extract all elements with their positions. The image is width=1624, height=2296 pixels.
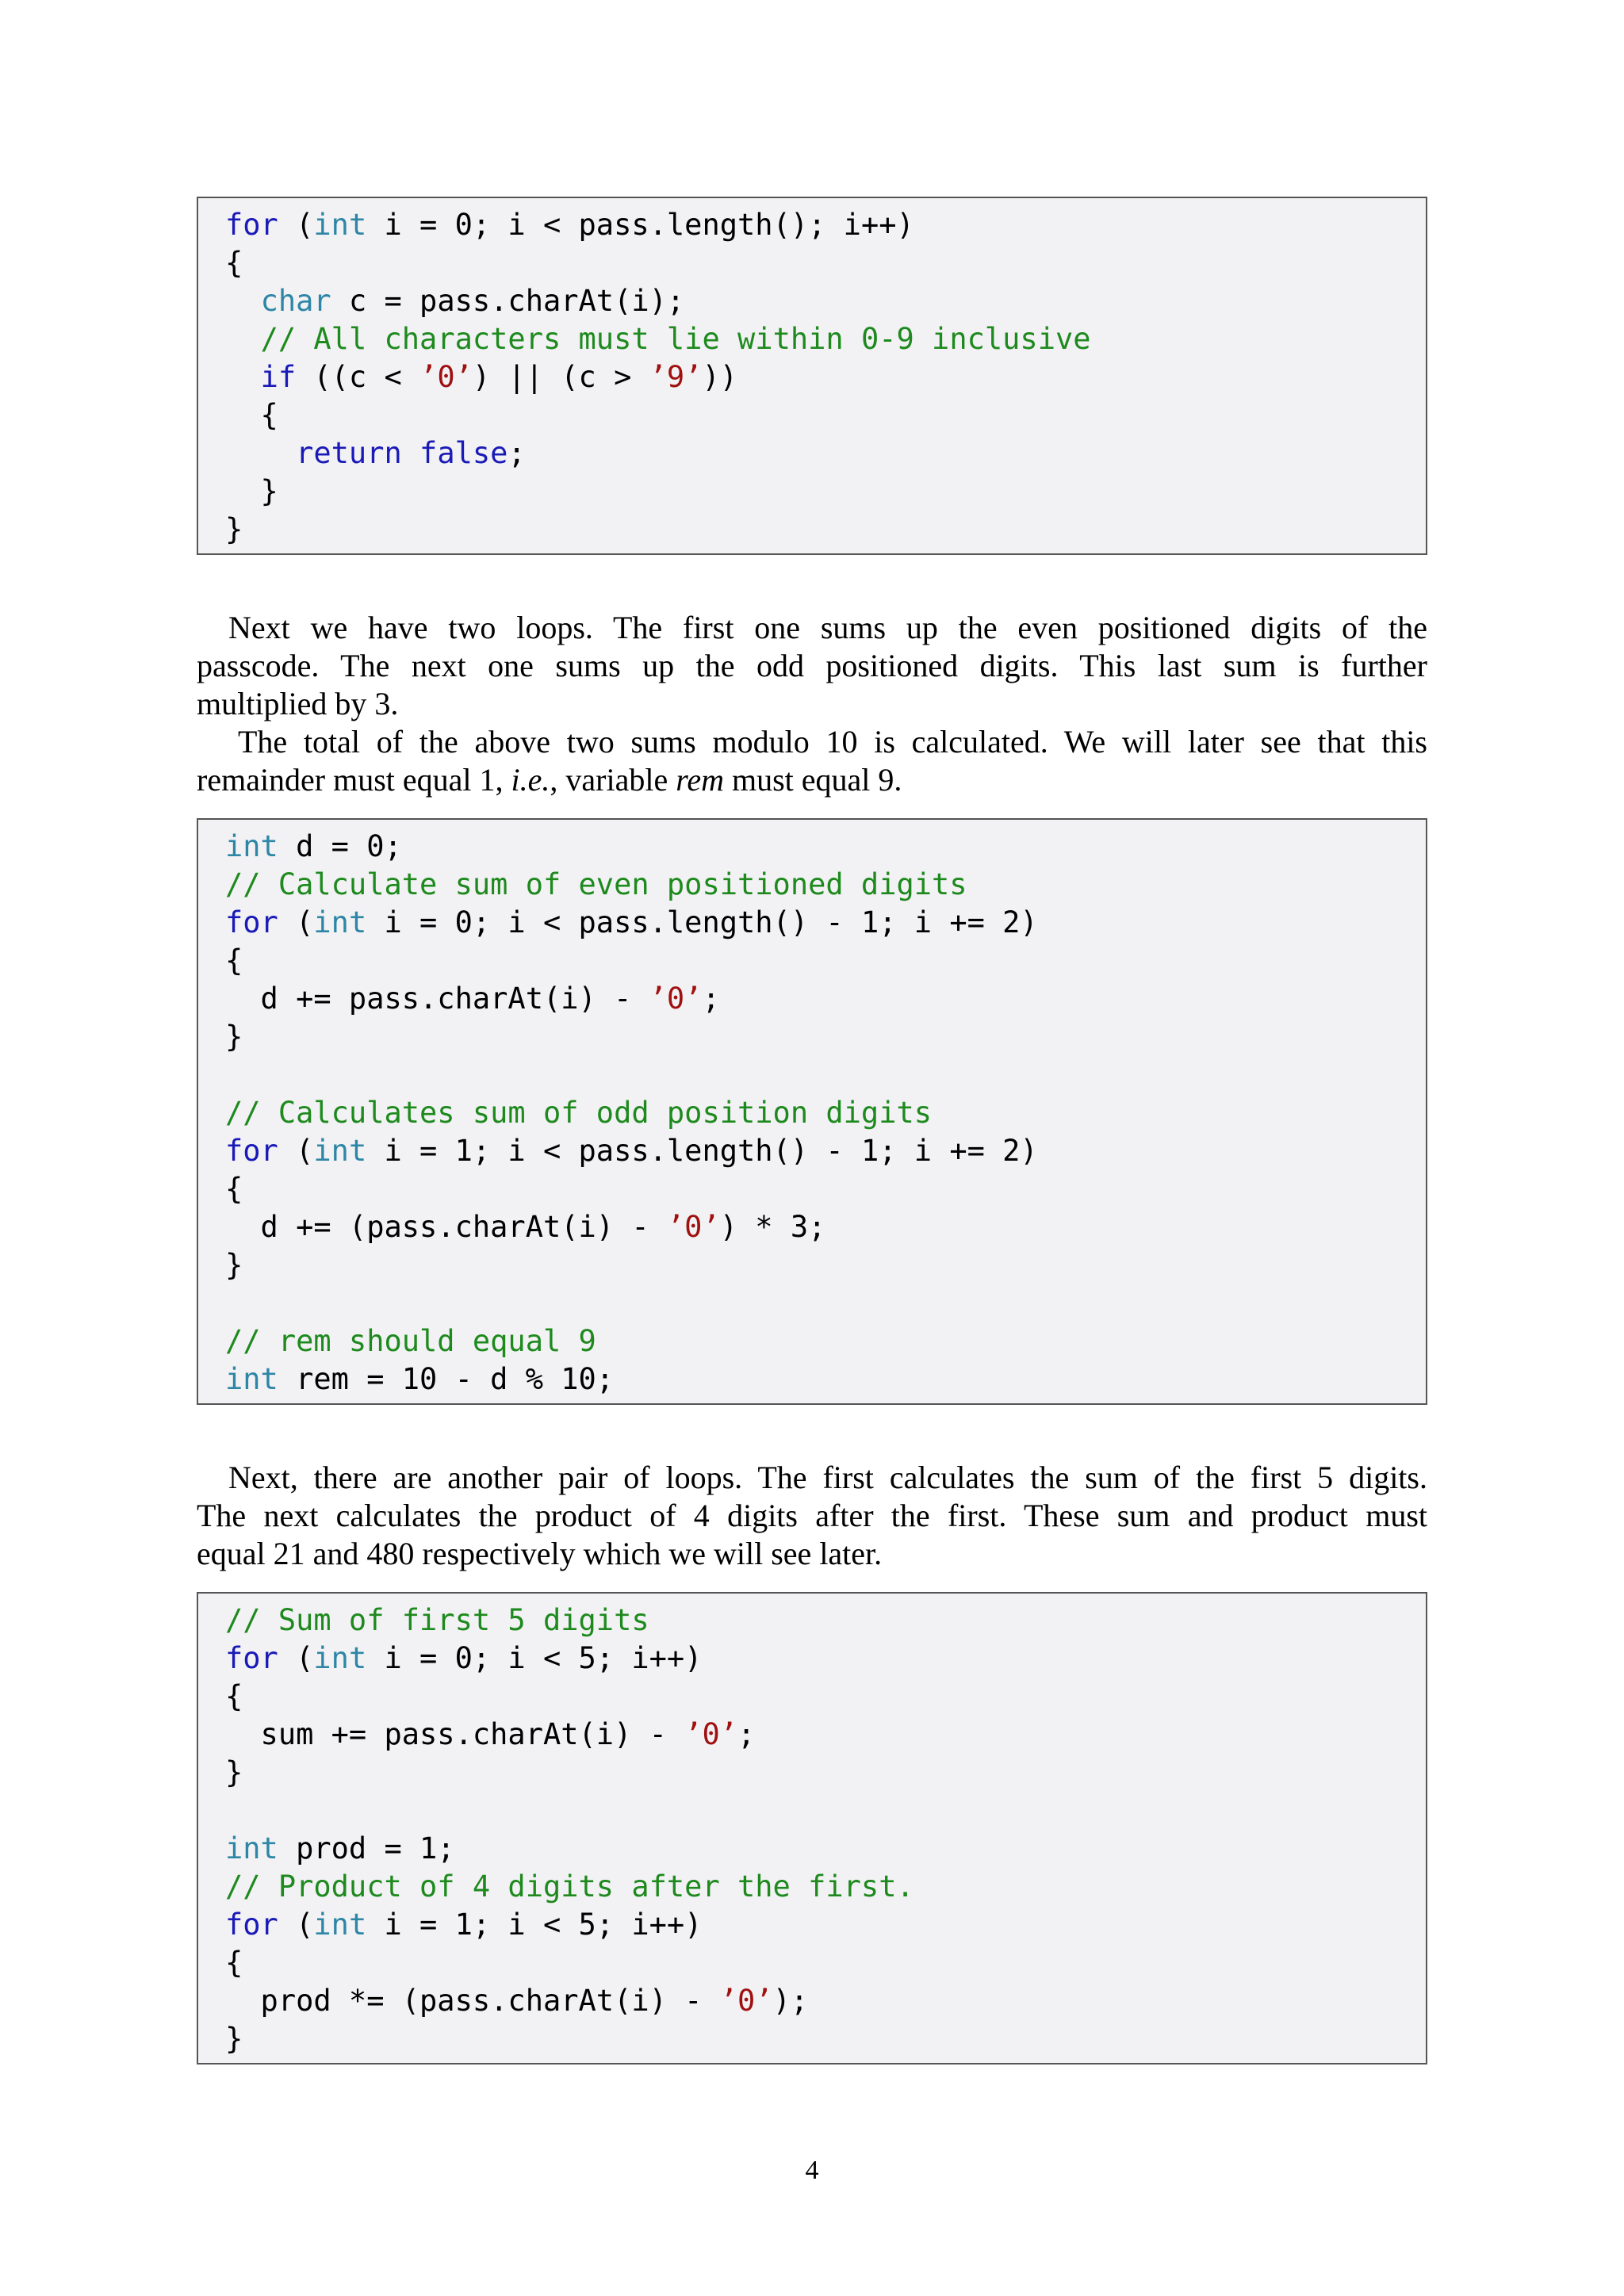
paragraph-pair-of-loops xyxy=(197,1459,1427,1573)
paragraph-line: passcode. The next one sums up the odd positioned digits. This last sum is further xyxy=(197,648,1427,683)
code-token-comment: // Calculates sum of odd position digits xyxy=(225,1096,933,1130)
code-line xyxy=(225,206,1426,244)
code-line xyxy=(225,1601,1426,1640)
code-block-char-validation xyxy=(197,197,1427,555)
code-token-plain: prod = 1; xyxy=(278,1831,455,1866)
code-token-plain: i = 1; i < 5; i++) xyxy=(366,1908,703,1942)
code-token-plain: } xyxy=(225,1755,243,1789)
code-line xyxy=(225,1170,1426,1208)
code-line xyxy=(225,1284,1426,1322)
code-line xyxy=(225,1830,1426,1868)
code-line xyxy=(225,1360,1426,1399)
code-line xyxy=(225,1056,1426,1094)
code-token-plain: d = 0; xyxy=(278,829,402,863)
code-line xyxy=(225,282,1426,320)
code-token-plain: ( xyxy=(278,1908,314,1942)
code-token-plain: { xyxy=(225,1679,243,1713)
code-token-type: int xyxy=(313,208,367,242)
code-token-comment: // Calculate sum of even positioned digits xyxy=(225,867,967,901)
code-line xyxy=(225,473,1426,511)
code-token-comment: // Sum of first 5 digits xyxy=(225,1603,649,1637)
code-line xyxy=(225,1094,1426,1132)
code-token-plain: ((c < xyxy=(296,360,420,394)
code-token-str: ’0’ xyxy=(649,982,703,1016)
code-line xyxy=(225,2020,1426,2058)
code-token-plain xyxy=(225,322,261,356)
code-token-plain: )) xyxy=(702,360,738,394)
code-token-plain: ( xyxy=(278,208,314,242)
code-line xyxy=(225,1132,1426,1170)
code-token-type: int xyxy=(313,905,367,939)
code-line xyxy=(225,942,1426,980)
code-token-plain: { xyxy=(225,398,278,432)
code-line xyxy=(225,1716,1426,1754)
code-token-plain xyxy=(225,436,296,470)
code-token-str: ’0’ xyxy=(719,1984,773,2018)
code-token-plain: } xyxy=(225,512,243,546)
paragraph-line: multiplied by 3. xyxy=(197,686,399,721)
code-line xyxy=(225,1906,1426,1944)
code-line xyxy=(225,511,1426,549)
code-token-plain: ( xyxy=(278,905,314,939)
code-token-plain: sum += pass.charAt(i) - xyxy=(225,1717,685,1751)
code-token-plain: } xyxy=(225,2022,243,2056)
code-token-plain: d += pass.charAt(i) - xyxy=(225,982,649,1016)
code-token-plain: rem = 10 - d % 10; xyxy=(278,1362,615,1396)
text-segment: remainder must equal 1, xyxy=(197,762,511,798)
code-token-plain: ; xyxy=(702,982,720,1016)
code-token-type: int xyxy=(313,1641,367,1675)
code-token-plain xyxy=(402,436,419,470)
paragraph-line: Next we have two loops. The first one sums up the even positioned digits of the xyxy=(228,610,1427,645)
code-token-plain xyxy=(225,284,261,318)
code-token-comment: // Product of 4 digits after the first. xyxy=(225,1869,914,1904)
text-segment: must equal 9. xyxy=(723,762,902,798)
code-line xyxy=(225,904,1426,942)
code-token-plain: } xyxy=(225,1020,243,1054)
code-token-plain: { xyxy=(225,1172,243,1206)
code-line xyxy=(225,828,1426,866)
code-token-plain: { xyxy=(225,246,243,280)
code-token-kw: for xyxy=(225,208,278,242)
code-token-plain: { xyxy=(225,943,243,978)
code-token-type: int xyxy=(225,1362,278,1396)
code-line xyxy=(225,320,1426,358)
code-line xyxy=(225,1754,1426,1792)
page-number: 4 xyxy=(805,2156,819,2185)
code-line xyxy=(225,396,1426,434)
code-token-str: ’9’ xyxy=(649,360,703,394)
code-line xyxy=(225,1246,1426,1284)
code-token-plain: d += (pass.charAt(i) - xyxy=(225,1210,667,1244)
code-token-type: char xyxy=(260,284,331,318)
paragraph-modulo xyxy=(197,723,1427,799)
code-block-digit-sums xyxy=(197,818,1427,1405)
code-token-kw: for xyxy=(225,1641,278,1675)
paragraph-line: equal 21 and 480 respectively which we will see later. xyxy=(197,1536,883,1571)
code-token-kw: for xyxy=(225,905,278,939)
code-token-plain: i = 1; i < pass.length() - 1; i += 2) xyxy=(366,1134,1038,1168)
paragraph-line: The next calculates the product of 4 digits after the first. These sum and product must xyxy=(197,1498,1427,1533)
code-token-kw: return xyxy=(296,436,402,470)
code-line xyxy=(225,1018,1426,1056)
code-token-plain: i = 0; i < pass.length(); i++) xyxy=(366,208,914,242)
code-line xyxy=(225,434,1426,473)
code-token-plain: ); xyxy=(772,1984,809,2018)
code-token-plain xyxy=(225,360,261,394)
code-token-plain: prod *= (pass.charAt(i) - xyxy=(225,1984,720,2018)
paragraph-line xyxy=(197,761,1427,799)
code-token-kw: for xyxy=(225,1134,278,1168)
code-line xyxy=(225,1982,1426,2020)
code-line xyxy=(225,1868,1426,1906)
code-token-plain: c = pass.charAt(i); xyxy=(331,284,685,318)
code-token-kw: for xyxy=(225,1908,278,1942)
code-token-plain: ) || (c > xyxy=(472,360,649,394)
code-line xyxy=(225,1322,1426,1360)
code-token-plain: ; xyxy=(508,436,526,470)
code-token-plain: { xyxy=(225,1946,243,1980)
code-token-plain: ( xyxy=(278,1134,314,1168)
code-token-str: ’0’ xyxy=(666,1210,720,1244)
code-token-type: int xyxy=(225,829,278,863)
code-token-comment: // rem should equal 9 xyxy=(225,1324,596,1358)
code-token-str: ’0’ xyxy=(684,1717,738,1751)
code-token-type: int xyxy=(225,1831,278,1866)
code-block-sum-and-product xyxy=(197,1592,1427,2064)
italic-ie: i.e. xyxy=(511,762,550,798)
code-line xyxy=(225,244,1426,282)
code-token-comment: // All characters must lie within 0-9 inclusive xyxy=(260,322,1091,356)
paragraph-line: Next, there are another pair of loops. The first calculates the sum of the first 5 digits. xyxy=(228,1460,1427,1495)
code-line xyxy=(225,358,1426,396)
code-token-plain: ) * 3; xyxy=(719,1210,826,1244)
code-token-type: int xyxy=(313,1908,367,1942)
code-line xyxy=(225,1792,1426,1830)
code-line xyxy=(225,866,1426,904)
code-token-plain: i = 0; i < 5; i++) xyxy=(366,1641,703,1675)
code-token-plain: } xyxy=(225,474,278,508)
code-line xyxy=(225,1678,1426,1716)
code-token-plain: i = 0; i < pass.length() - 1; i += 2) xyxy=(366,905,1038,939)
code-token-kw: false xyxy=(419,436,508,470)
code-token-type: int xyxy=(313,1134,367,1168)
code-token-kw: if xyxy=(260,360,297,394)
text-segment: , variable xyxy=(550,762,676,798)
code-line xyxy=(225,1944,1426,1982)
code-line xyxy=(225,1640,1426,1678)
code-token-plain: } xyxy=(225,1248,243,1282)
paragraph-two-loops xyxy=(197,609,1427,723)
code-token-plain: ; xyxy=(737,1717,756,1751)
paragraph-line: The total of the above two sums modulo 10 is calculated. We will later see that this xyxy=(238,724,1427,760)
code-token-plain: ( xyxy=(278,1641,314,1675)
code-token-str: ’0’ xyxy=(419,360,473,394)
code-line xyxy=(225,1208,1426,1246)
italic-variable-rem: rem xyxy=(676,762,724,798)
code-line xyxy=(225,980,1426,1018)
